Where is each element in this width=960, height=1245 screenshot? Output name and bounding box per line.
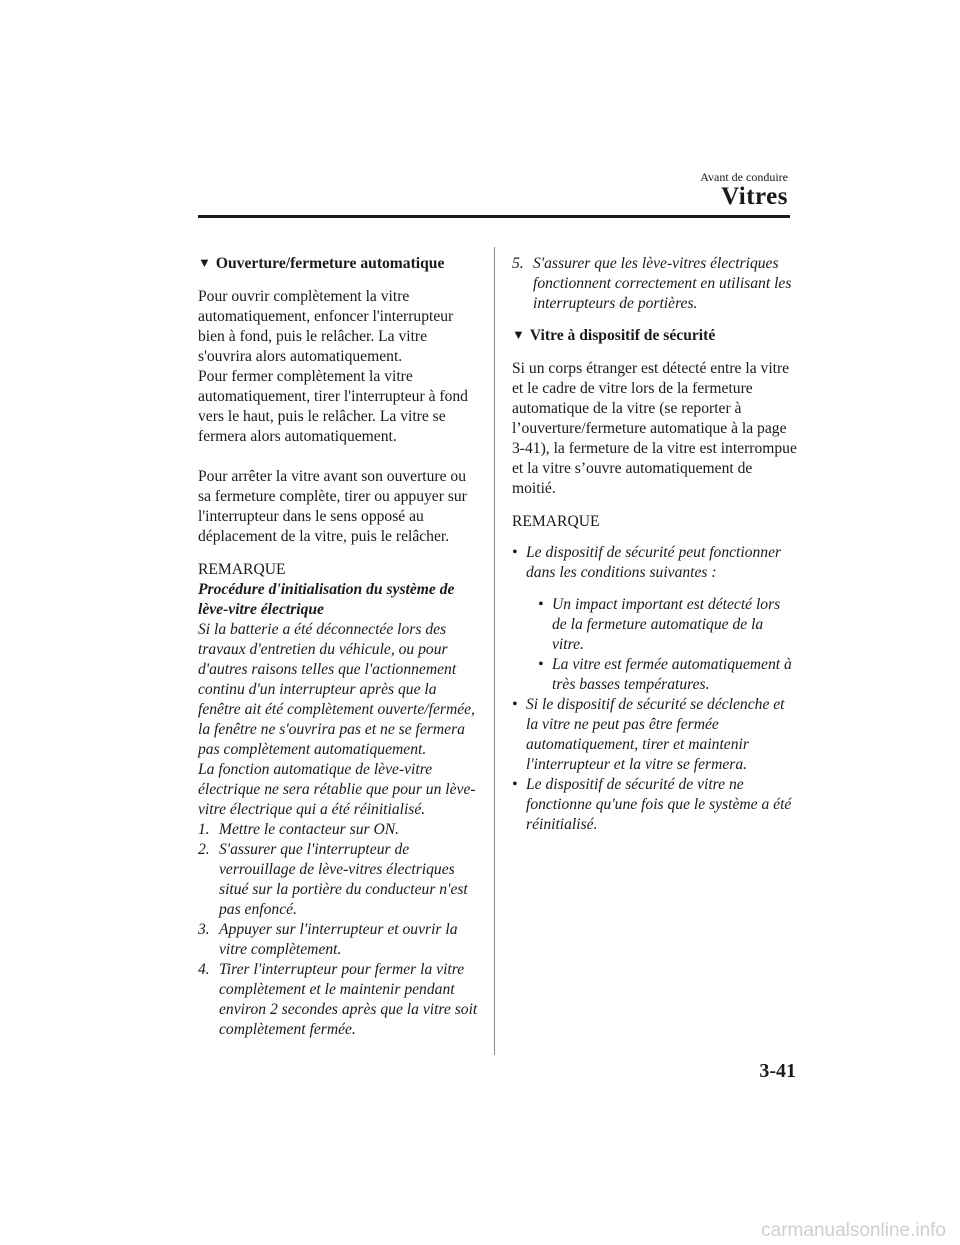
triangle-marker-icon: ▼: [198, 255, 211, 270]
paragraph-stop: Pour arrêter la vitre avant son ouverture ou sa fermeture complète, tirer ou appuyer sur l'interrupteur dans le sens opposé au déplacement de la vitre, puis le relâcher.: [198, 468, 467, 545]
bullet-icon: •: [512, 776, 518, 793]
list-item: • La vitre est fermée automatiquement à très basses températures.: [538, 656, 792, 693]
section-title: Vitres: [721, 183, 788, 210]
init-steps: [198, 820, 480, 1040]
bullet-icon: •: [512, 544, 518, 561]
list-item: • Le dispositif de sécurité de vitre ne fonctionne qu'une fois que le système a été réinitialisé.: [512, 776, 792, 833]
paragraph-safety: Si un corps étranger est détecté entre la vitre et le cadre de vitre lors de la fermeture automatique de la vitre (se reporter à l’ouverture/fermeture automatique à la page 3-41), la fermeture de la vitre est interrompue et la vitre s’ouvre automatiquement de moitié.: [512, 360, 797, 497]
list-item: • Si le dispositif de sécurité se déclenche et la vitre ne peut pas être fermée automatiquement, tirer et maintenir l'interrupteur et la vitre se fermera.: [512, 696, 785, 773]
list-item: • Un impact important est détecté lors de la fermeture automatique de la vitre.: [538, 596, 781, 653]
left-column: [198, 254, 480, 1040]
bullet-icon: •: [512, 696, 518, 713]
section-heading-safety: [512, 326, 797, 346]
list-item: 3. Appuyer sur l'interrupteur et ouvrir la vitre complètement.: [198, 921, 458, 958]
list-item: 4. Tirer l'interrupteur pour fermer la vitre complètement et le maintenir pendant environ 2 secondes après que la vitre soit complètement fermée.: [198, 961, 478, 1038]
list-item: • Le dispositif de sécurité peut fonctionner dans les conditions suivantes : • Un impact important est détecté lors de la fermeture automatique de la vitre. • La vitre est fermée automatiquement à très basses températures.: [512, 543, 797, 695]
list-item: 2. S'assurer que l'interrupteur de verrouillage de lève-vitres électriques situé sur la portière du conducteur n'est pas enfoncé.: [198, 841, 468, 918]
right-column: [512, 254, 797, 835]
remarque-bullets: [512, 543, 797, 835]
note-reset: La fonction automatique de lève-vitre électrique ne sera rétablie que pour un lève-vitre électrique qui a été réinitialisé.: [198, 761, 476, 818]
header-rule: [198, 215, 790, 218]
triangle-marker-icon: ▼: [512, 327, 525, 342]
list-item: 5. S'assurer que les lève-vitres électriques fonctionnent correctement en utilisant les interrupteurs de portières.: [512, 255, 792, 312]
note-battery: Si la batterie a été déconnectée lors des travaux d'entretien du véhicule, ou pour d'autres raisons telles que l'actionnement continu d'un interrupteur après que la fenêtre ait été complètement ouverte/fermée, la fenêtre ne s'ouvrira pas et ne se fermera pas complètement automatiquement.: [198, 621, 475, 758]
paragraph-close: Pour fermer complètement la vitre automatiquement, tirer l'interrupteur à fond vers le haut, puis le relâcher. La vitre se fermera alors automatiquement.: [198, 368, 468, 445]
heading-text: Vitre à dispositif de sécurité: [529, 327, 716, 344]
page-number: 3-41: [759, 1060, 796, 1082]
init-steps-continued: [512, 254, 797, 314]
remarque-label: REMARQUE: [512, 513, 600, 530]
bullet-icon: •: [538, 596, 544, 613]
sub-bullets: [538, 595, 797, 695]
paragraph-open: Pour ouvrir complètement la vitre automatiquement, enfoncer l'interrupteur bien à fond, puis le relâcher. La vitre s'ouvrira alors automatiquement.: [198, 288, 454, 365]
procedure-title: Procédure d'initialisation du système de lève-vitre électrique: [198, 581, 455, 618]
section-heading-auto: [198, 254, 480, 274]
watermark: carmanualsonline.info: [761, 1220, 946, 1241]
bullet-icon: •: [538, 656, 544, 673]
remarque-label: REMARQUE: [198, 561, 286, 578]
heading-text: Ouverture/fermeture automatique: [215, 255, 445, 272]
list-item: 1. Mettre le contacteur sur ON.: [198, 821, 400, 838]
column-divider: [494, 247, 495, 1055]
section-label: Avant de conduire: [700, 170, 788, 184]
